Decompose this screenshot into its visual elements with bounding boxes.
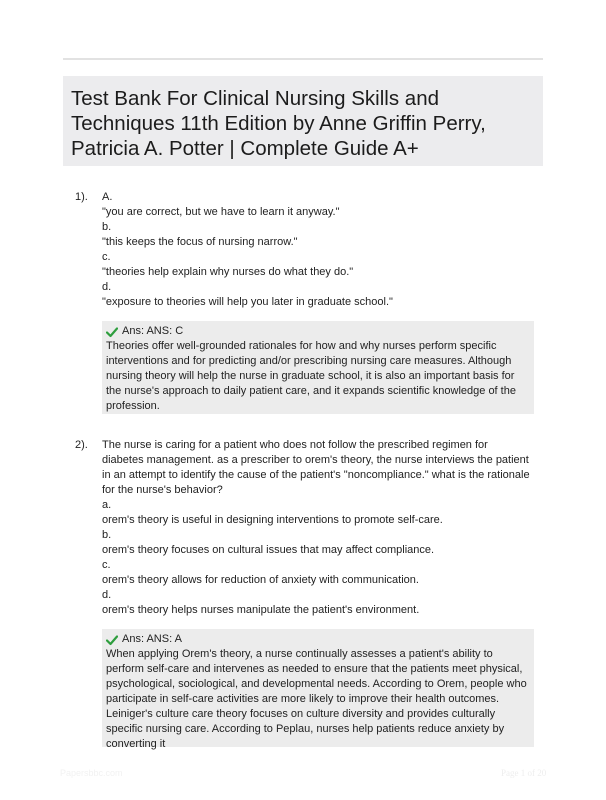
answer-rationale: Theories offer well-grounded rationales for how and why nurses perform specific interventions and for predicting and/or prescribing nursing care measures. Although nursing theory will help the nurse in graduate school, it is also an important basis for the nurse's approach to daily patient care, and it expands scientific knowledge of the profession. <box>106 340 516 412</box>
option-text: orem's theory allows for reduction of anxiety with communication. <box>102 574 419 586</box>
answer-header <box>106 324 528 339</box>
option-letter: d. <box>102 589 112 601</box>
answer-label: Ans: ANS: C <box>122 325 184 337</box>
option-text: orem's theory is useful in designing interventions to promote self-care. <box>102 514 443 526</box>
option-text: "exposure to theories will help you later in graduate school." <box>102 296 393 308</box>
question-number: 1). <box>75 191 88 203</box>
title-banner <box>63 76 543 166</box>
top-divider <box>63 58 543 60</box>
option-letter: d. <box>102 281 112 293</box>
question-number: 2). <box>75 439 88 451</box>
option-letter: A. <box>102 191 113 203</box>
option-letter: c. <box>102 559 111 571</box>
option-letter: b. <box>102 221 112 233</box>
question-options <box>102 190 532 310</box>
option-text: "this keeps the focus of nursing narrow." <box>102 236 298 248</box>
option-letter: c. <box>102 251 111 263</box>
option-letter: b. <box>102 529 112 541</box>
check-icon <box>106 326 118 338</box>
option-text: "theories help explain why nurses do what they do." <box>102 266 354 278</box>
footer-page-number: Page 1 of 20 <box>501 768 547 778</box>
page-title: Test Bank For Clinical Nursing Skills and Techniques 11th Edition by Anne Griffin Perry, Patricia A. Potter | Complete Guide A+ <box>71 87 486 160</box>
answer-box-2 <box>102 629 534 750</box>
option-text: orem's theory helps nurses manipulate the patient's environment. <box>102 604 420 616</box>
option-text: "you are correct, but we have to learn it anyway." <box>102 206 340 218</box>
answer-header <box>106 632 528 647</box>
question-content <box>102 438 532 618</box>
question-stem: The nurse is caring for a patient who does not follow the prescribed regimen for diabetes management. as a prescriber to orem's theory, the nurse interviews the patient in an attempt to identify the cause of the patient's "noncompliance." what is the rationale for the nurse's behavior? <box>102 439 533 496</box>
answer-rationale: When applying Orem's theory, a nurse continually assesses a patient's ability to perform self-care and intervenes as needed to ensure that the patients meet physical, psychological, sociological, and developmental needs. According to Orem, people who participate in self-care activities are more likely to improve their health outcomes. Leiniger's culture care theory focuses on culture diversity and provides culturally specific nursing care. According to Peplau, nurses help patients reduce anxiety by converting it <box>106 648 527 750</box>
footer-site-watermark: Papersbbc.com <box>60 768 123 778</box>
option-text: orem's theory focuses on cultural issues that may affect compliance. <box>102 544 435 556</box>
check-icon <box>106 634 118 646</box>
answer-box-1 <box>102 321 534 414</box>
option-letter: a. <box>102 499 112 511</box>
answer-label: Ans: ANS: A <box>122 633 182 645</box>
